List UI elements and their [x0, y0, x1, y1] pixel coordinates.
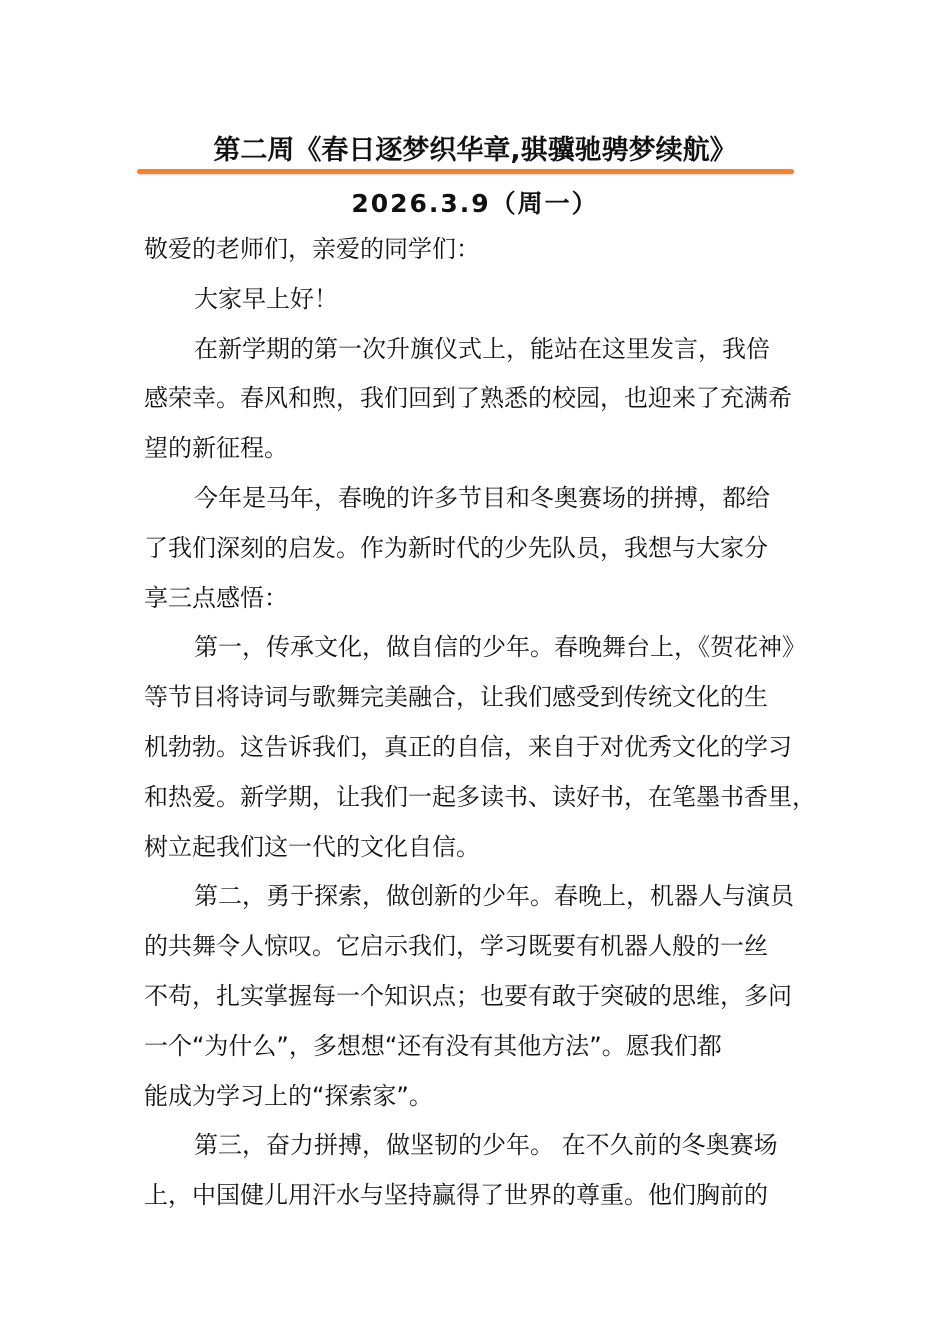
- document-date: 2026.3.9（周一）: [351, 189, 599, 218]
- paragraph-5: [144, 872, 808, 1121]
- paragraph-line: 大家早上好！: [194, 284, 338, 313]
- paragraph-line: 等节目将诗词与歌舞完美融合，让我们感受到传统文化的生: [144, 683, 768, 712]
- paragraph-line: 上，中国健儿用汗水与坚持赢得了世界的尊重。他们胸前的: [144, 1181, 768, 1210]
- paragraph-line: 享三点感悟：: [144, 583, 288, 612]
- paragraph-line: 树立起我们这一代的文化自信。: [144, 832, 480, 861]
- paragraph-line: 第三，奋力拼搏，做坚韧的少年。 在不久前的冬奥赛场: [194, 1131, 778, 1160]
- paragraph-line: 和热爱。新学期，让我们一起多读书、读好书，在笔墨书香里，: [144, 782, 816, 811]
- paragraph-6: [144, 1121, 808, 1221]
- paragraph-line: 今年是马年，春晚的许多节目和冬奥赛场的拼搏，都给: [194, 483, 770, 512]
- paragraph-line: 在新学期的第一次升旗仪式上，能站在这里发言，我倍: [194, 334, 770, 363]
- paragraph-line: 望的新征程。: [144, 434, 288, 463]
- paragraph-1: [144, 275, 808, 325]
- paragraph-line: 能成为学习上的“探索家”。: [144, 1081, 433, 1110]
- paragraph-2: [144, 325, 808, 474]
- paragraph-line: 第一，传承文化，做自信的少年。春晚舞台上，《贺花神》: [194, 633, 806, 662]
- greeting: 敬爱的老师们，亲爱的同学们：: [144, 235, 480, 263]
- document-body: [144, 225, 816, 1221]
- paragraph-line: 感荣幸。春风和煦，我们回到了熟悉的校园，也迎来了充满希: [144, 384, 792, 413]
- title-underline: [137, 169, 794, 174]
- paragraph-line: 一个“为什么”，多想想“还有没有其他方法”。愿我们都: [144, 1031, 722, 1060]
- paragraph-line: 不苟，扎实掌握每一个知识点；也要有敢于突破的思维，多问: [144, 981, 792, 1010]
- document-title: 第二周《春日逐梦织华章,骐骥驰骋梦续航》: [213, 135, 737, 166]
- paragraph-line: 的共舞令人惊叹。它启示我们，学习既要有机器人般的一丝: [144, 932, 768, 961]
- paragraph-line: 机勃勃。这告诉我们，真正的自信，来自于对优秀文化的学习: [144, 732, 792, 761]
- paragraph-line: 了我们深刻的启发。作为新时代的少先队员，我想与大家分: [144, 533, 768, 562]
- paragraph-line: 第二，勇于探索，做创新的少年。春晚上，机器人与演员: [194, 882, 794, 911]
- paragraph-4: [144, 623, 816, 872]
- paragraph-3: [144, 474, 808, 623]
